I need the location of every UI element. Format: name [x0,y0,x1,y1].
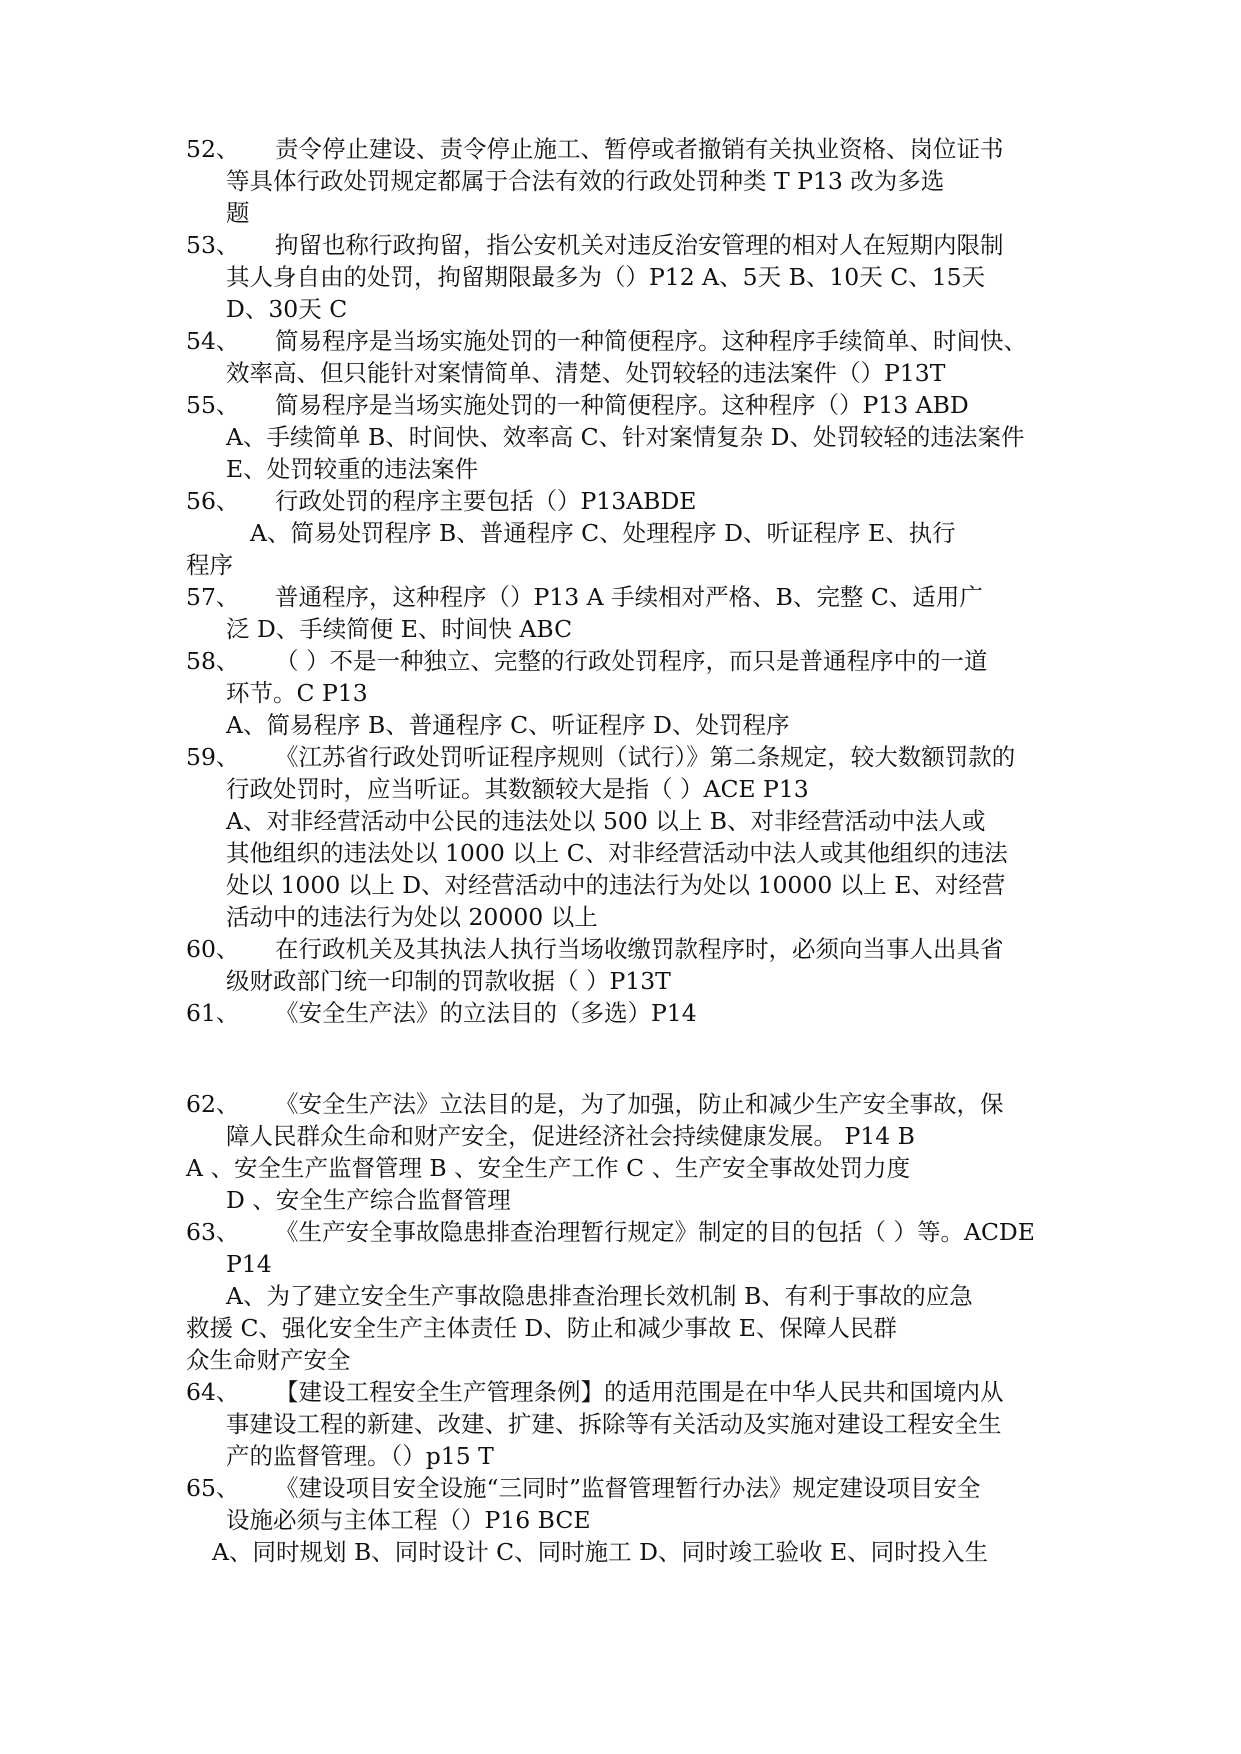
q56-line-3: 程序 [186,551,233,579]
q56-line-1: 56、 行政处罚的程序主要包括（）P13ABDE [186,487,697,515]
q53-line-3: D、30天 C [226,295,348,323]
q53-line-1: 53、 拘留也称行政拘留，指公安机关对违反治安管理的相对人在短期内限制 [186,231,1004,259]
q54-line-2: 效率高、但只能针对案情简单、清楚、处罚较轻的违法案件（）P13T [226,359,946,387]
q55-line-1: 55、 简易程序是当场实施处罚的一种简便程序。这种程序（）P13 ABD [186,391,969,419]
q59-line-2: 行政处罚时，应当听证。其数额较大是指（ ）ACE P13 [226,775,809,803]
q59-line-4: 其他组织的违法处以 1000 以上 C、对非经营活动中法人或其他组织的违法 [226,839,1008,867]
q63-line-2: P14 [226,1250,272,1278]
q63-line-1: 63、 《生产安全事故隐患排查治理暂行规定》制定的目的包括（ ）等。ACDE [186,1218,1035,1246]
q52-line-2: 等具体行政处罚规定都属于合法有效的行政处罚种类 T P13 改为多选 [226,167,945,195]
q58-line-2: 环节。C P13 [226,679,368,707]
q62-line-1: 62、 《安全生产法》立法目的是，为了加强，防止和减少生产安全事故，保 [186,1090,1004,1118]
q63-line-5: 众生命财产安全 [186,1346,351,1374]
q53-line-2: 其人身自由的处罚，拘留期限最多为（）P12 A、5天 B、10天 C、15天 [226,263,986,291]
q59-line-1: 59、 《江苏省行政处罚听证程序规则（试行）》第二条规定，较大数额罚款的 [186,743,1016,771]
q54-line-1: 54、 简易程序是当场实施处罚的一种简便程序。这种程序手续简单、时间快、 [186,327,1027,355]
q60-line-1: 60、 在行政机关及其执法人执行当场收缴罚款程序时，必须向当事人出具省 [186,935,1004,963]
q58-line-1: 58、 （ ）不是一种独立、完整的行政处罚程序，而只是普通程序中的一道 [186,647,988,675]
q62-line-2: 障人民群众生命和财产安全，促进经济社会持续健康发展。 P14 B [226,1122,915,1150]
q64-line-3: 产的监督管理。（）p15 T [226,1442,494,1470]
q62-line-3: A 、安全生产监督管理 B 、安全生产工作 C 、生产安全事故处罚力度 [186,1154,911,1182]
q63-line-4: 救援 C、强化安全生产主体责任 D、防止和减少事故 E、保障人民群 [186,1314,897,1342]
q59-line-5: 处以 1000 以上 D、对经营活动中的违法行为处以 10000 以上 E、对经营 [226,871,1006,899]
q61-line-1: 61、 《安全生产法》的立法目的（多选）P14 [186,999,697,1027]
q60-line-2: 级财政部门统一印制的罚款收据（ ）P13T [226,967,671,995]
q59-line-3: A、对非经营活动中公民的违法处以 500 以上 B、对非经营活动中法人或 [226,807,986,835]
q64-line-2: 事建设工程的新建、改建、扩建、拆除等有关活动及实施对建设工程安全生 [226,1410,1002,1438]
q59-line-6: 活动中的违法行为处以 20000 以上 [226,903,598,931]
q65-line-3: A、同时规划 B、同时设计 C、同时施工 D、同时竣工验收 E、同时投入生 [212,1538,989,1566]
q65-line-2: 设施必须与主体工程（）P16 BCE [226,1506,591,1534]
q52-line-3: 题 [226,199,250,227]
q52-line-1: 52、 责令停止建设、责令停止施工、暂停或者撤销有关执业资格、岗位证书 [186,135,1004,163]
q55-line-3: E、处罚较重的违法案件 [226,455,479,483]
q57-line-1: 57、 普通程序，这种程序（）P13 A 手续相对严格、B、完整 C、适用广 [186,583,983,611]
q62-line-4: D 、安全生产综合监督管理 [226,1186,511,1214]
q63-line-3: A、为了建立安全生产事故隐患排查治理长效机制 B、有利于事故的应急 [226,1282,973,1310]
q57-line-2: 泛 D、手续简便 E、时间快 ABC [226,615,573,643]
q58-line-3: A、简易程序 B、普通程序 C、听证程序 D、处罚程序 [226,711,790,739]
q64-line-1: 64、 【建设工程安全生产管理条例】的适用范围是在中华人民共和国境内从 [186,1378,1004,1406]
q55-line-2: A、手续简单 B、时间快、效率高 C、针对案情复杂 D、处罚较轻的违法案件 [226,423,1025,451]
q65-line-1: 65、 《建设项目安全设施“三同时”监督管理暂行办法》规定建设项目安全 [186,1474,981,1502]
q56-line-2: A、简易处罚程序 B、普通程序 C、处理程序 D、听证程序 E、执行 [250,519,956,547]
